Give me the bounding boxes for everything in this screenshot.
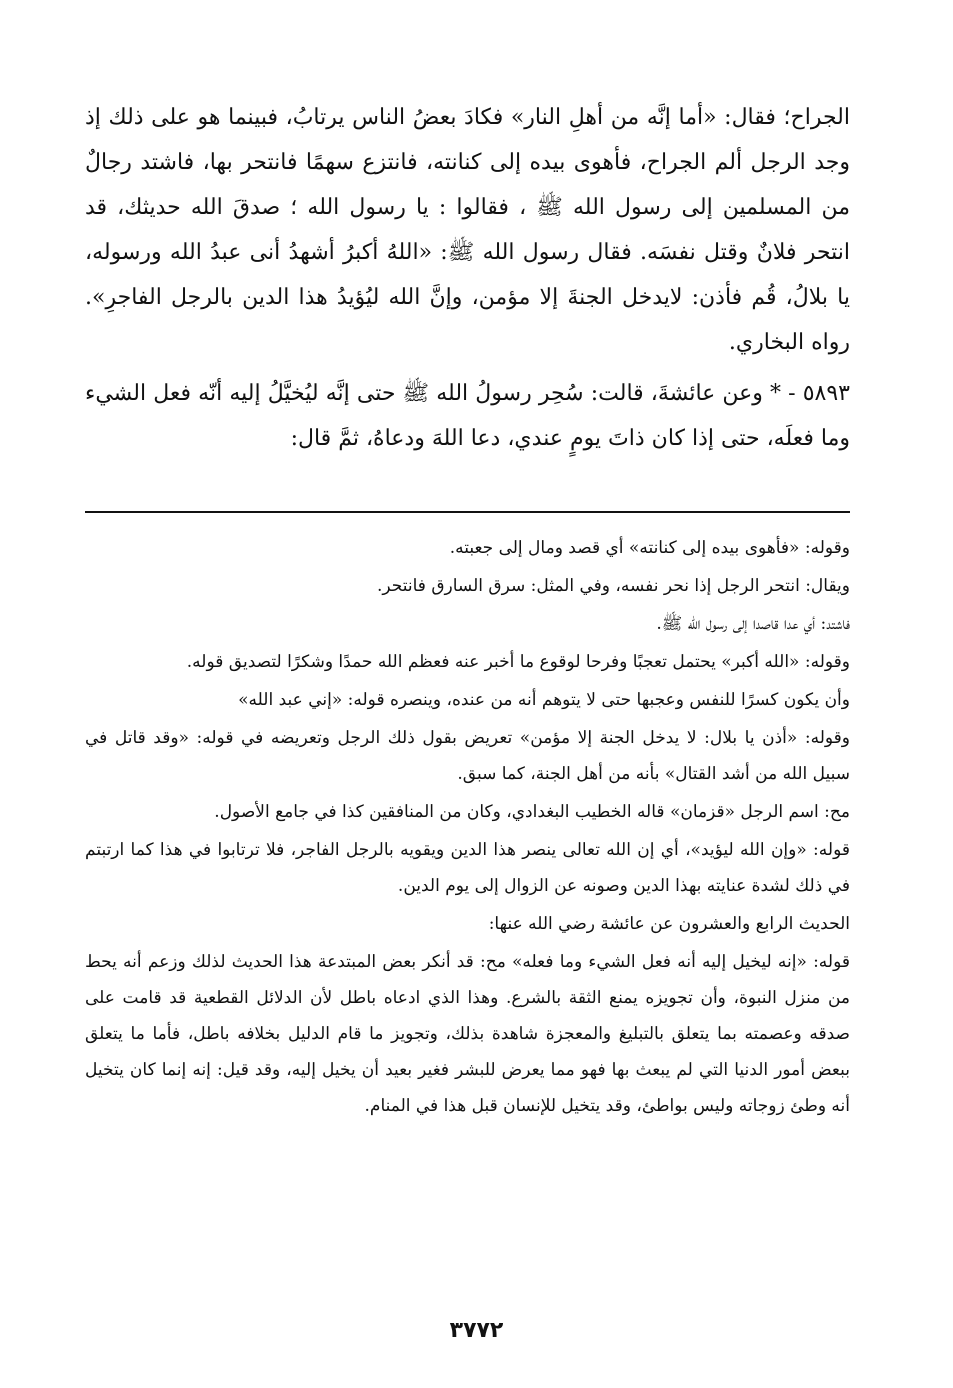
note-paragraph: وقوله: «الله أكبر» يحتمل تعجبًا وفرحا لوقوع ما أخبر عنه فعظم الله حمدًا وشكرًا لتصديق قوله. [186, 652, 850, 672]
note-paragraph: الحديث الرابع والعشرون عن عائشة رضي الله عنها: [488, 914, 850, 934]
hadith-paragraph: ٥٨٩٣ - * وعن عائشةَ، قالت: سُحِر رسولُ الله ﷺ حتى إنَّه ليُخيَّلُ إليه أنّه فعل الشيء وما فعلَه، حتى إذا كان ذاتَ يومٍ عندي، دعا اللهَ ودعاهُ، ثمَّ قال: [85, 381, 850, 451]
note-paragraph: مح: اسم الرجل «قزمان» قاله الخطيب البغدادي، وكان من المنافقين كذا في جامع الأصول. [214, 802, 850, 822]
main-text [85, 95, 850, 461]
note-paragraph: وقوله: «فأهوى بيده إلى كنانته» أي قصد ومال إلى جعبته. [449, 538, 850, 558]
commentary-notes [85, 530, 850, 1126]
footnote-divider [85, 511, 850, 513]
note-paragraph: ويقال: انتحر الرجل إذا نحر نفسه، وفي المثل: سرق السارق فانتحر. [377, 576, 850, 596]
hadith-paragraph: الجراح؛ فقال: «أما إنَّه من أهلِ النار» فكادَ بعضُ الناس يرتابُ، فبينما هو على ذلك إذ وجد الرجل ألم الجراح، فأهوى بيده إلى كنانته، فانتزع سهمًا فانتحر بها، فاشتد رجالٌ من المسلمين إلى رسول الله ﷺ ، فقالوا : يا رسول الله ؛ صدقَ الله حديثك، قد انتحر فلانٌ وقتل نفسَه. فقال رسول الله ﷺ: «اللهُ أكبرُ أشهدُ أنى عبدُ الله ورسوله، يا بلالُ، قُم فأذن: لايدخل الجنةَ إلا مؤمن، وإنَّ الله ليُؤيدُ هذا الدين بالرجل الفاجرِ». رواه البخاري. [85, 105, 850, 355]
note-paragraph: قوله: «وإن الله ليؤيد»، أي إن الله تعالى ينصر هذا الدين ويقويه بالرجل الفاجر، فلا ترتابوا في هذا كما ارتبتم في ذلك لشدة عنايته بهذا الدين وصونه عن الزوال إلى يوم الدين. [85, 840, 850, 896]
note-paragraph: وأن يكون كسرًا للنفس وعجبها حتى لا يتوهم أنه من عنده، وينصره قوله: «إني عبد الله» [238, 690, 850, 710]
note-paragraph: فاشتد: أي عدا قاصدا إلى رسول الله ﷺ. [656, 614, 850, 634]
page-number: ٣٧٧٢ [449, 1318, 504, 1343]
note-paragraph: قوله: «إنه ليخيل إليه أنه فعل الشيء وما فعله» مح: قد أنكر بعض المبتدعة هذا الحديث لذلك وزعم أنه يحط من منزل النبوة، وأن تجويزه يمنع الثقة بالشرع. وهذا الذي ادعاه باطل لأن الدلائل القطعية قد قامت على صدقه وعصمته بما يتعلق بالتبليغ والمعجزة شاهدة بذلك، وتجويز ما قام الدليل بخلافه باطل، فأما ما يتعلق ببعض أمور الدنيا التي لم يبعث بها فهو مما يعرض للبشر فغير بعيد أن يخيل إليه، وقد قيل: إنه إنما كان يتخيل أنه وطئ زوجاته وليس بواطئ، وقد يتخيل للإنسان قبل هذا في المنام. [85, 952, 850, 1116]
note-paragraph: وقوله: «أذن يا بلال: لا يدخل الجنة إلا مؤمن» تعريض بقول ذلك الرجل وتعريضه في قوله: «وقد قاتل في سبيل الله من أشد القتال» بأنه من أهل الجنة، كما سبق. [85, 728, 850, 784]
